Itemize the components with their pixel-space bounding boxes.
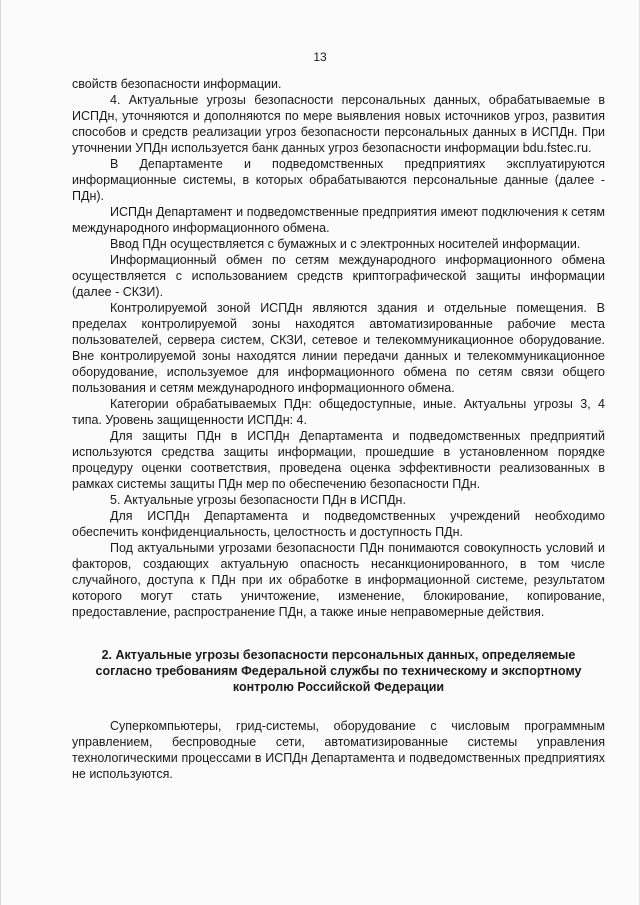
paragraph-network-connections: ИСПДн Департамент и подведомственные предприятия имеют подключения к сетям международного информационного обмена. — [72, 205, 605, 235]
paragraph-item-4: 4. Актуальные угрозы безопасности персональных данных, обрабатываемые в ИСПДн, уточняются и дополняются по мере выявления новых источников угроз, развития способов и средств реализации угроз безопасности персональных данных в ИСПДн. При уточнении УПДн используется банк данных угроз безопасности информации bdu.fstec.ru. — [72, 93, 605, 155]
page-number: 13 — [313, 50, 327, 64]
paragraph-threats-definition: Под актуальными угрозами безопасности ПДн понимаются совокупность условий и факторов, создающих актуальную опасность несанкционированного, в том числе случайного, доступа к ПДн при их обработке в информационной системе, результатом которого могут стать уничтожение, изменение, блокирование, копирование, предоставление, распространение ПДн, а также иные неправомерные действия. — [72, 541, 605, 619]
paragraph-not-used-systems: Суперкомпьютеры, грид-системы, оборудование с числовым программным управлением, беспроводные сети, автоматизированные системы управления технологическими процессами в ИСПДн Департамента и подведомственных предприятиях не используются. — [72, 719, 605, 781]
paragraph-data-categories: Категории обрабатываемых ПДн: общедоступные, иные. Актуальны угрозы 3, 4 типа. Уровень защищенности ИСПДн: 4. — [72, 397, 605, 427]
paragraph-information-exchange: Информационный обмен по сетям международного информационного обмена осуществляется с использованием средств криптографической защиты информации (далее - СКЗИ). — [72, 253, 605, 299]
paragraph-continuation: свойств безопасности информации. — [72, 77, 282, 91]
paragraph-item-5: 5. Актуальные угрозы безопасности ПДн в ИСПДн. — [110, 493, 406, 507]
paragraph-protection-means: Для защиты ПДн в ИСПДн Департамента и подведомственных предприятий используются средства защиты информации, прошедшие в установленном порядке процедуру оценки соответствия, проведена оценка эффективности реализованных в рамках системы защиты ПДн мер по обеспечению безопасности ПДн. — [72, 429, 605, 491]
paragraph-controlled-zone: Контролируемой зоной ИСПДн являются здания и отдельные помещения. В пределах контролируемой зоны находятся автоматизированные рабочие места пользователей, сервера систем, СКЗИ, сетевое и телекоммуникационное оборудование. Вне контролируемой зоны находятся линии передачи данных и телекоммуникационное оборудование, используемое для информационного обмена по сетям связи общего пользования и сетям международного информационного обмена. — [72, 301, 605, 395]
paragraph-information-systems: В Департаменте и подведомственных предприятиях эксплуатируются информационные системы, в которых обрабатываются персональные данные (далее - ПДн). — [72, 157, 605, 203]
document-body — [72, 76, 605, 782]
section-heading: 2. Актуальные угрозы безопасности персональных данных, определяемые согласно требованиям Федеральной службы по техническому и экспортному контролю Российской Федерации — [95, 648, 582, 694]
paragraph-data-input: Ввод ПДн осуществляется с бумажных и с электронных носителей информации. — [110, 237, 581, 251]
paragraph-confidentiality: Для ИСПДн Департамента и подведомственных учреждений необходимо обеспечить конфиденциальность, целостность и доступность ПДн. — [72, 509, 605, 539]
